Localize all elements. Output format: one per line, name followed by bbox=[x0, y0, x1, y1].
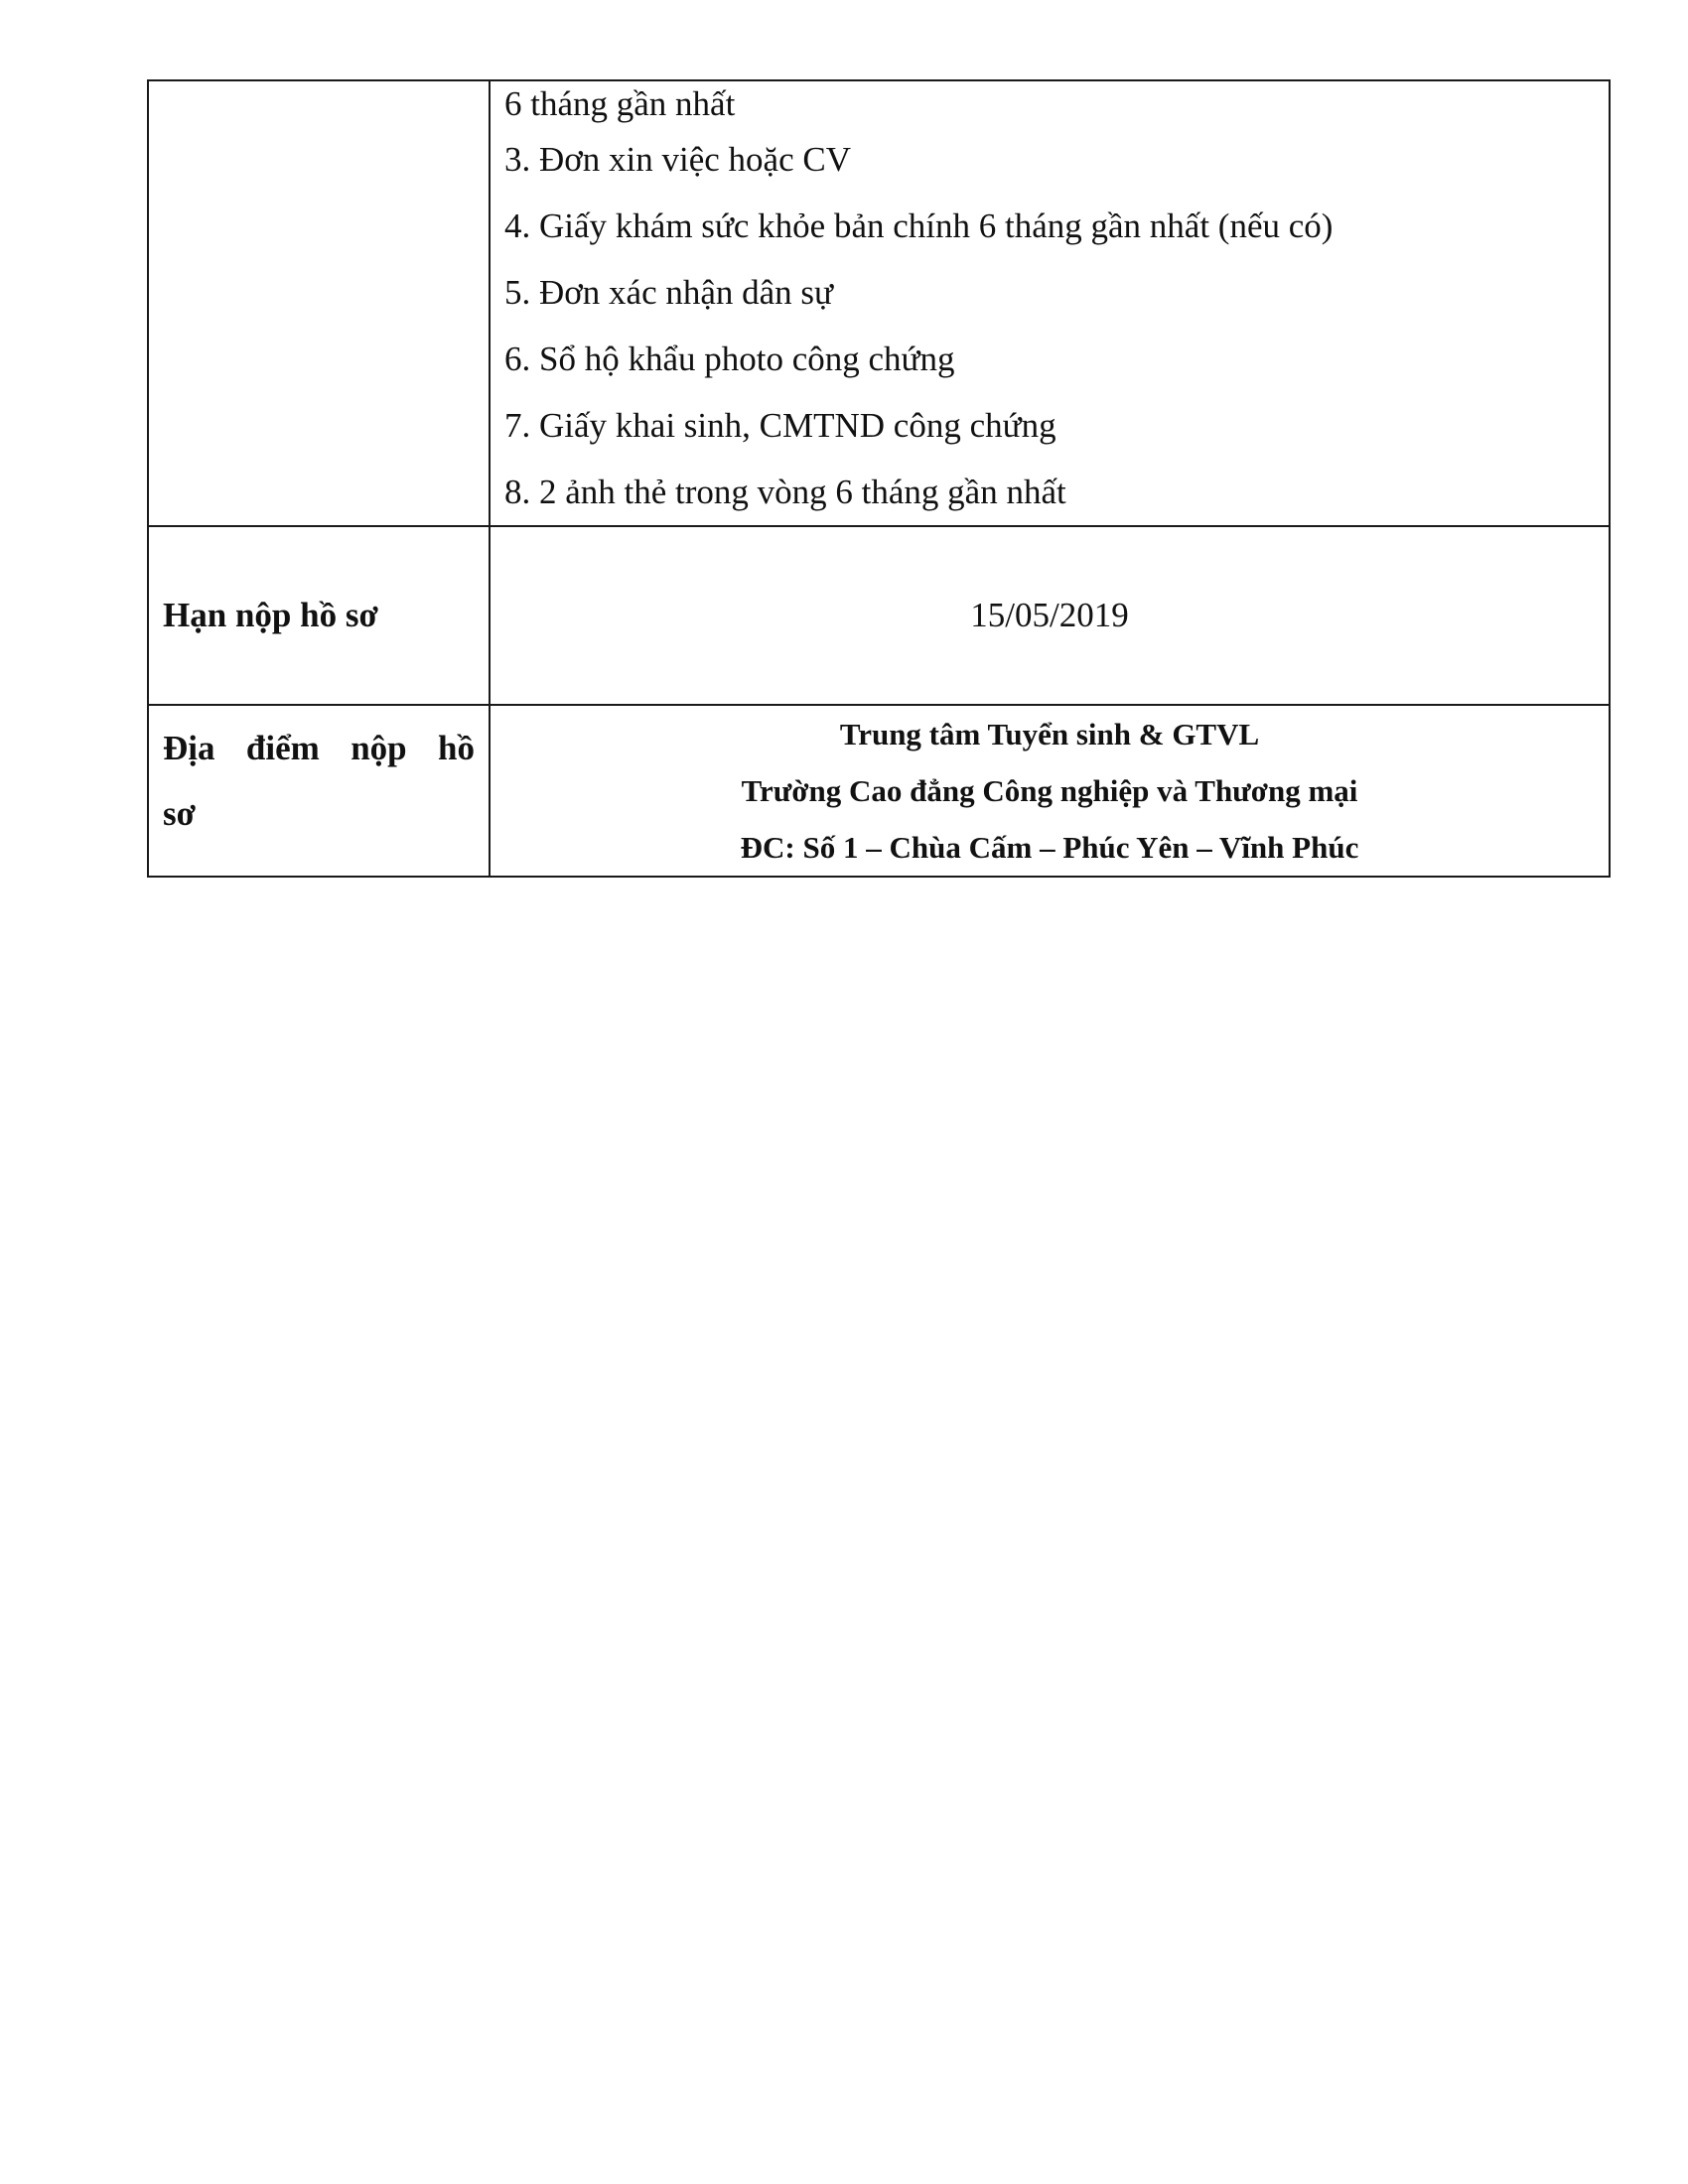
document-item: 6. Sổ hộ khẩu photo công chứng bbox=[504, 340, 955, 378]
deadline-row bbox=[148, 526, 1610, 705]
document-item: 7. Giấy khai sinh, CMTND công chứng bbox=[504, 406, 1056, 445]
document-item: 3. Đơn xin việc hoặc CV bbox=[504, 140, 851, 179]
documents-cell bbox=[490, 80, 1610, 526]
location-line: ĐC: Số 1 – Chùa Cấm – Phúc Yên – Vĩnh Phúc bbox=[740, 830, 1359, 865]
location-line: Trung tâm Tuyển sinh & GTVL bbox=[839, 717, 1260, 751]
location-label bbox=[148, 705, 490, 877]
location-label-line1: Địa điểm nộp hồ bbox=[163, 729, 475, 767]
documents-list bbox=[504, 81, 1609, 525]
location-row bbox=[148, 705, 1610, 877]
location-line: Trường Cao đẳng Công nghiệp và Thương mại bbox=[741, 773, 1358, 808]
deadline-label: Hạn nộp hồ sơ bbox=[148, 526, 490, 705]
document-item: 6 tháng gần nhất bbox=[504, 84, 736, 123]
location-label-line2: sơ bbox=[163, 794, 197, 833]
location-value bbox=[490, 705, 1610, 877]
document-item: 8. 2 ảnh thẻ trong vòng 6 tháng gần nhất bbox=[504, 473, 1066, 511]
documents-row bbox=[148, 80, 1610, 526]
document-item: 4. Giấy khám sức khỏe bản chính 6 tháng gần nhất (nếu có) bbox=[504, 206, 1334, 245]
document-item: 5. Đơn xác nhận dân sự bbox=[504, 273, 834, 312]
requirements-table bbox=[147, 79, 1611, 878]
deadline-value: 15/05/2019 bbox=[490, 526, 1610, 705]
documents-label-cell bbox=[148, 80, 490, 526]
